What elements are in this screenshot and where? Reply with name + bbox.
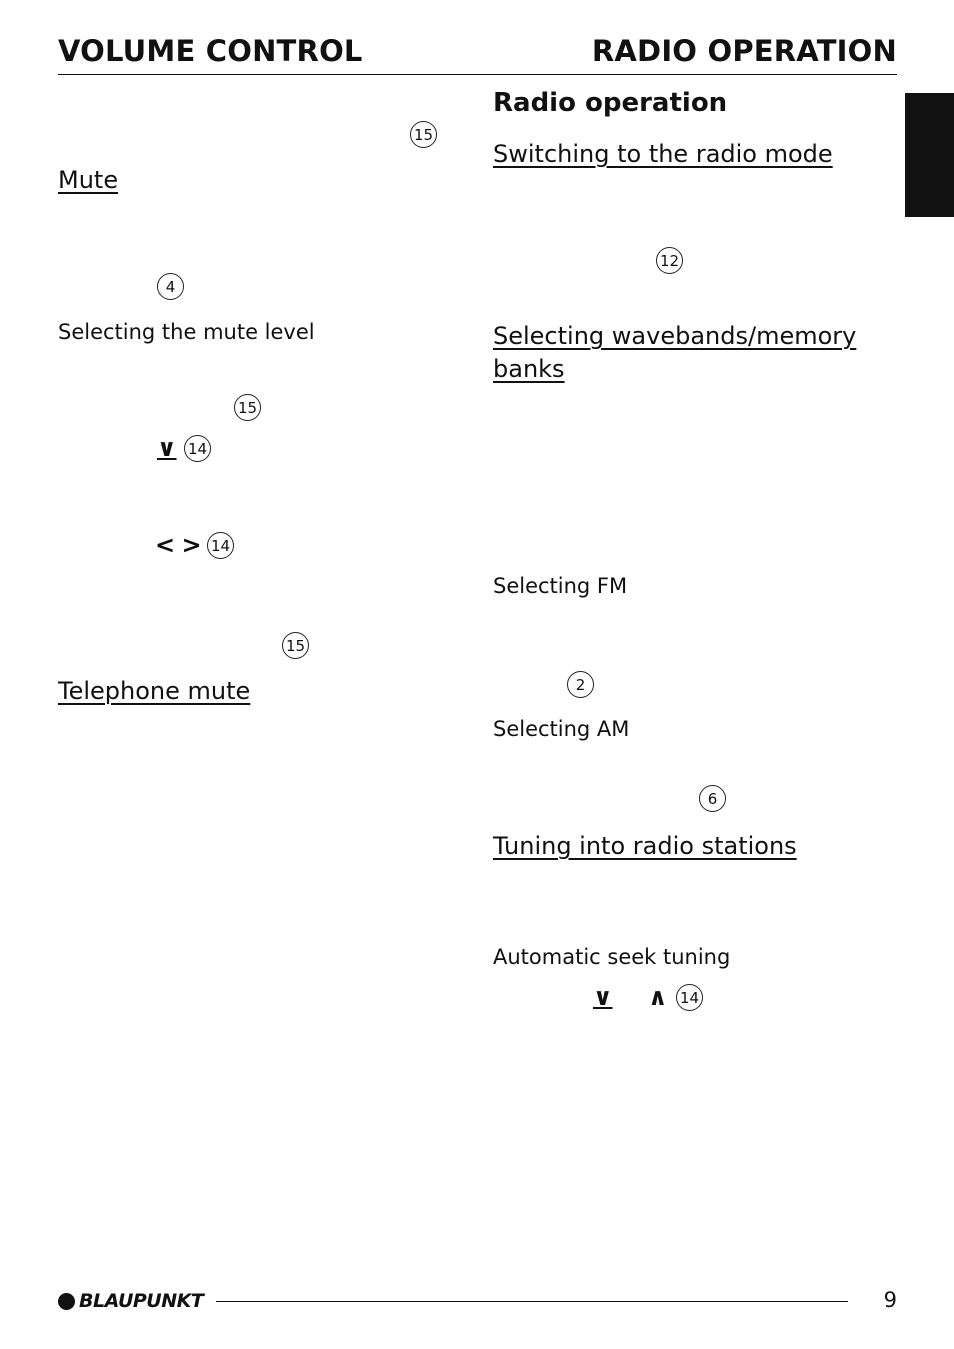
callout-6: 6	[699, 785, 726, 812]
left-right-arrows-icon: < >	[155, 531, 201, 559]
selecting-am-heading: Selecting AM	[493, 717, 630, 741]
mute-heading: Mute	[58, 166, 119, 194]
header-left-title: VOLUME CONTROL	[58, 34, 363, 68]
telephone-mute-heading: Telephone mute	[58, 677, 251, 705]
wavebands-heading-line1: Selecting wavebands/memory	[493, 322, 857, 350]
brand-name: BLAUPUNKT	[79, 1290, 204, 1312]
callout-14: 14	[207, 532, 234, 559]
logo-dot-icon	[58, 1293, 75, 1310]
section-tab-marker	[905, 93, 954, 217]
down-arrow-icon: ∨	[157, 434, 177, 462]
callout-15: 15	[410, 121, 437, 148]
page-number: 9	[883, 1288, 897, 1312]
tuning-stations-heading: Tuning into radio stations	[493, 832, 797, 860]
callout-15: 15	[282, 632, 309, 659]
callout-2: 2	[567, 671, 594, 698]
callout-14: 14	[184, 435, 211, 462]
callout-4: 4	[157, 273, 184, 300]
header-right-title: RADIO OPERATION	[591, 34, 897, 68]
radio-operation-title: Radio operation	[493, 88, 728, 118]
callout-15: 15	[234, 394, 261, 421]
switching-radio-mode-heading: Switching to the radio mode	[493, 140, 833, 168]
automatic-seek-heading: Automatic seek tuning	[493, 945, 731, 969]
blaupunkt-logo	[58, 1290, 203, 1312]
callout-12: 12	[656, 247, 683, 274]
selecting-fm-heading: Selecting FM	[493, 574, 628, 598]
wavebands-heading-line2: banks	[493, 355, 565, 383]
up-arrow-icon: ∧	[648, 983, 668, 1011]
header-rule	[58, 74, 897, 75]
footer-rule	[216, 1301, 848, 1302]
mute-level-heading: Selecting the mute level	[58, 320, 315, 344]
callout-14: 14	[676, 984, 703, 1011]
down-arrow-icon: ∨	[593, 983, 613, 1011]
